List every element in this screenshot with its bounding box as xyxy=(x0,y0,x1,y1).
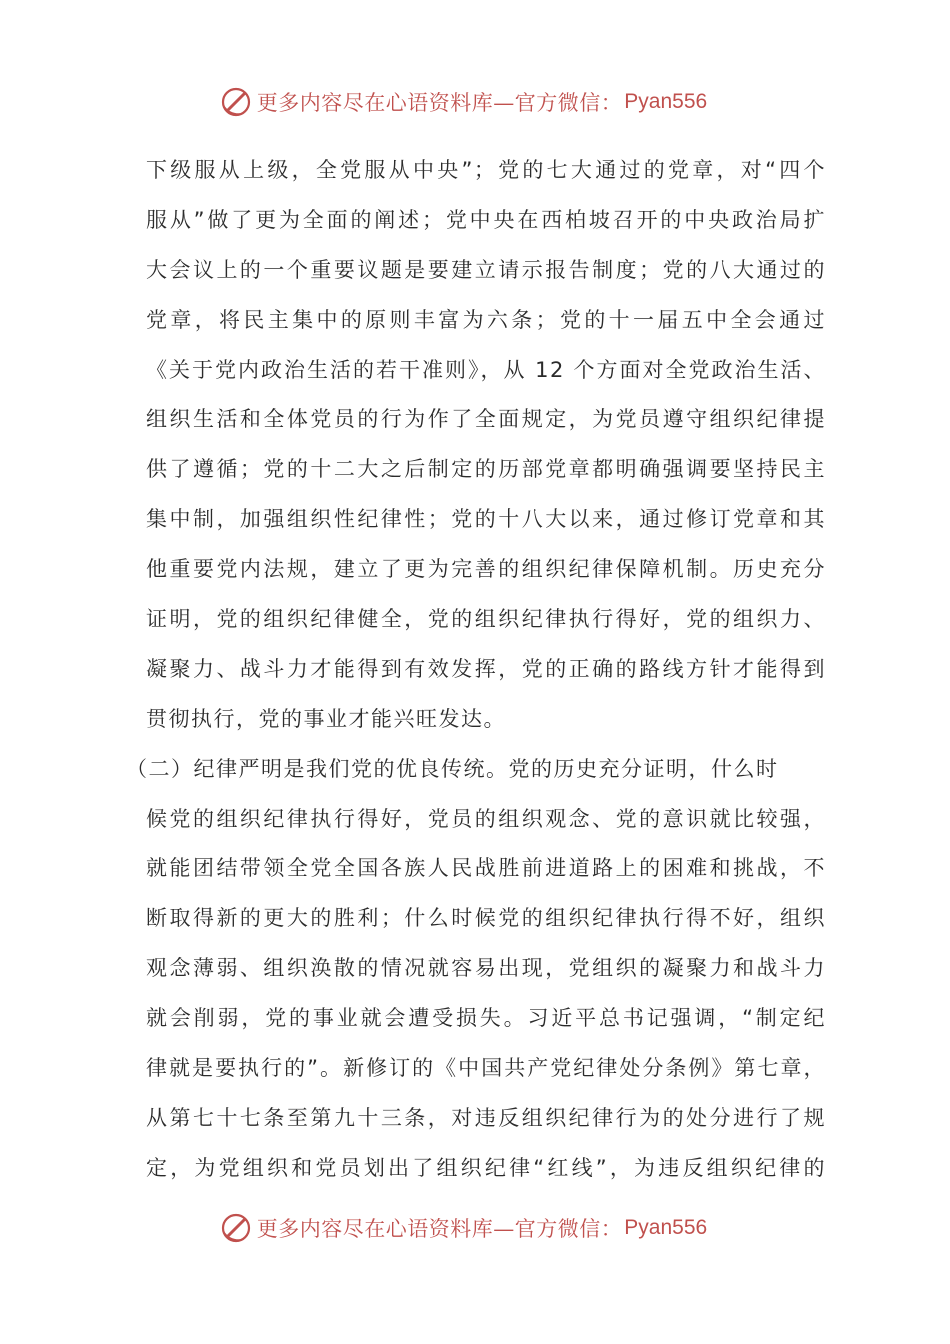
body-line: 党章，将民主集中的原则丰富为六条；党的十一届五中全会通过 xyxy=(146,307,826,332)
body-line: 定，为党组织和党员划出了组织纪律“红线”，为违反组织纪律的 xyxy=(146,1155,826,1180)
body-line: 凝聚力、战斗力才能得到有效发挥，党的正确的路线方针才能得到 xyxy=(146,656,826,681)
body-line: 就会削弱，党的事业就会遭受损失。习近平总书记强调，“制定纪 xyxy=(146,1006,826,1031)
pen-circle-logo-icon xyxy=(219,1211,253,1245)
body-line: 候党的组织纪律执行得好，党员的组织观念、党的意识就比较强， xyxy=(146,806,826,831)
footer-wechat-id: Pyan556 xyxy=(624,1216,708,1239)
body-line: 就能团结带领全党全国各族人民战胜前进道路上的困难和挑战，不 xyxy=(146,856,826,881)
body-line: 从第七十七条至第九十三条，对违反组织纪律行为的处分进行了规 xyxy=(146,1105,826,1130)
body-line: 观念薄弱、组织涣散的情况就容易出现，党组织的凝聚力和战斗力 xyxy=(146,956,826,981)
body-line: 证明，党的组织纪律健全，党的组织纪律执行得好，党的组织力、 xyxy=(146,607,826,632)
pen-circle-logo-icon xyxy=(219,85,253,119)
body-line: 断取得新的更大的胜利；什么时候党的组织纪律执行得不好，组织 xyxy=(146,906,826,931)
body-line: 大会议上的一个重要议题是要建立请示报告制度；党的八大通过的 xyxy=(146,257,826,282)
body-line: 《关于党内政治生活的若干准则》，从 12 个方面对全党政治生活、 xyxy=(146,357,826,382)
document-body xyxy=(126,148,826,1196)
header-text: 更多内容尽在心语资料库—官方微信： xyxy=(256,91,623,115)
body-line: 服从”做了更为全面的阐述；党中央在西柏坡召开的中央政治局扩 xyxy=(146,207,826,232)
body-line: 供了遵循；党的十二大之后制定的历部党章都明确强调要坚持民主 xyxy=(146,457,826,482)
body-line: 集中制，加强组织性纪律性；党的十八大以来，通过修订党章和其 xyxy=(146,507,826,532)
body-line: 下级服从上级，全党服从中央”；党的七大通过的党章，对“四个 xyxy=(146,158,826,182)
body-line: 组织生活和全体党员的行为作了全面规定，为党员遵守组织纪律提 xyxy=(146,407,826,432)
footer-text: 更多内容尽在心语资料库—官方微信： xyxy=(256,1217,623,1241)
section-heading-line: （二）纪律严明是我们党的优良传统。党的历史充分证明，什么时 xyxy=(126,756,779,781)
header-wechat-id: Pyan556 xyxy=(624,90,708,113)
body-line: 贯彻执行，党的事业才能兴旺发达。 xyxy=(146,706,506,731)
header-banner xyxy=(0,82,950,122)
body-line: 他重要党内法规，建立了更为完善的组织纪律保障机制。历史充分 xyxy=(146,557,826,582)
footer-banner xyxy=(0,1208,950,1248)
body-line: 律就是要执行的”。新修订的《中国共产党纪律处分条例》第七章， xyxy=(146,1056,826,1081)
